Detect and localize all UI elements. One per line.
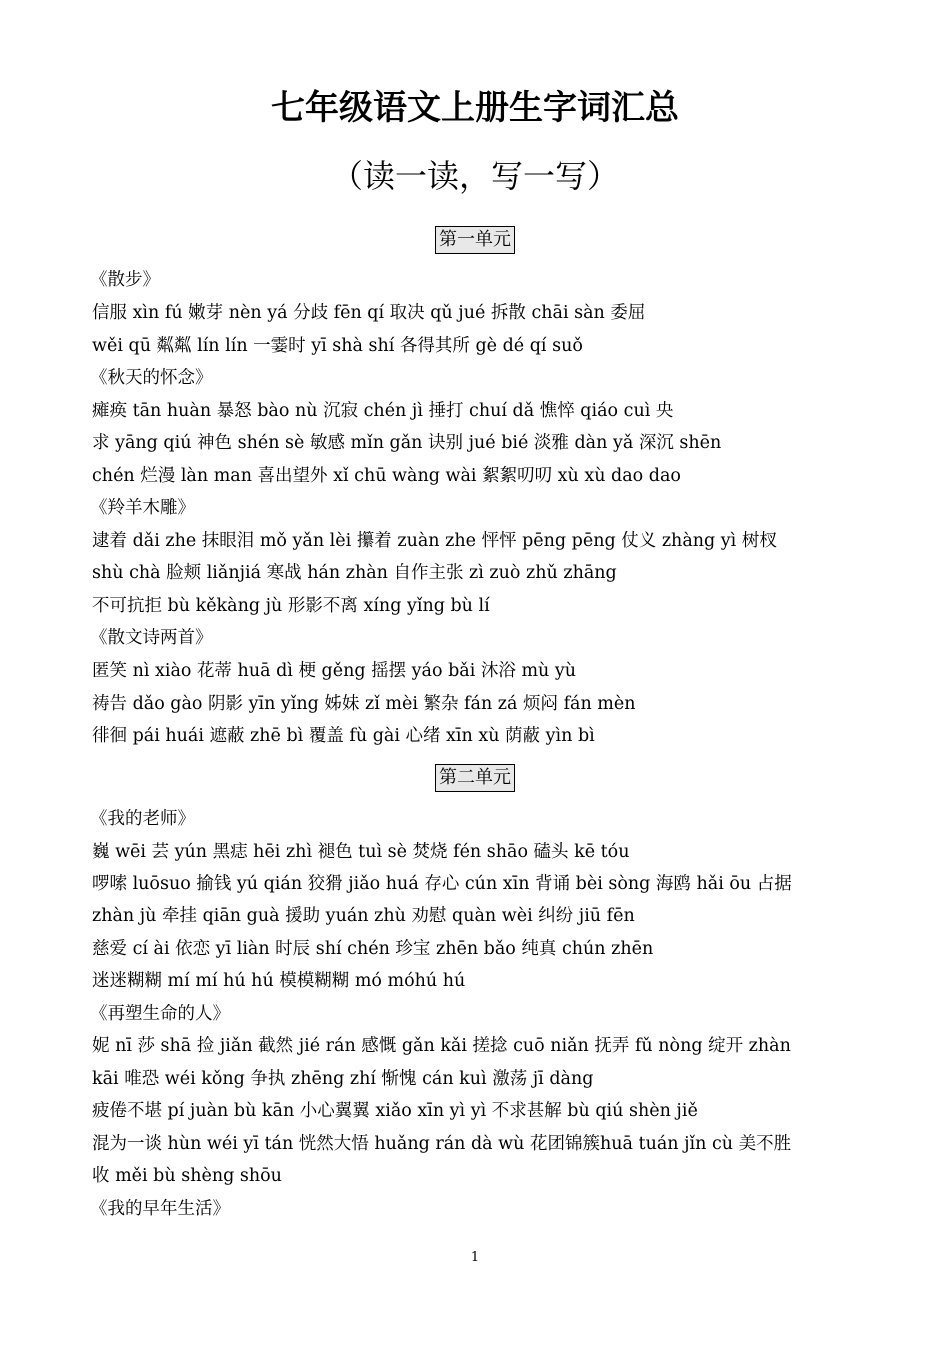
vocab-line: 祷告 dǎo gào 阴影 yīn yǐng 姊妹 zǐ mèi 繁杂 fán zá 烦闷 fán mèn — [92, 694, 636, 714]
vocab-line: 混为一谈 hùn wéi yī tán 恍然大悟 huǎng rán dà wù 花团锦簇huā tuán jǐn cù 美不胜 — [92, 1134, 792, 1154]
unit-label — [0, 764, 950, 792]
lesson-title: 《我的早年生活》 — [90, 1199, 230, 1219]
lesson-title: 《秋天的怀念》 — [90, 368, 213, 388]
vocab-line: 慈爱 cí ài 依恋 yī liàn 时辰 shí chén 珍宝 zhēn bǎo 纯真 chún zhēn — [92, 939, 654, 959]
vocab-line: 不可抗拒 bù kěkàng jù 形影不离 xíng yǐng bù lí — [92, 596, 490, 616]
vocab-line: kāi 唯恐 wéi kǒng 争执 zhēng zhí 惭愧 cán kuì 激荡 jī dàng — [92, 1069, 594, 1089]
vocab-line: chén 烂漫 làn man 喜出望外 xǐ chū wàng wài 絮絮叨叨 xù xù dao dao — [92, 466, 681, 486]
unit-2-label: 第二单元 — [435, 764, 515, 792]
lesson-title: 《散步》 — [90, 270, 160, 290]
vocab-line: shù chà 脸颊 liǎnjiá 寒战 hán zhàn 自作主张 zì zuò zhǔ zhāng — [92, 563, 617, 583]
vocab-line: 疲倦不堪 pí juàn bù kān 小心翼翼 xiǎo xīn yì yì 不求甚解 bù qiú shèn jiě — [92, 1101, 698, 1121]
lesson-title: 《再塑生命的人》 — [90, 1004, 230, 1024]
vocab-line: wěi qū 粼粼 lín lín 一霎时 yī shà shí 各得其所 gè dé qí suǒ — [92, 336, 583, 356]
unit-1-label: 第一单元 — [435, 226, 515, 254]
vocab-line: 瘫痪 tān huàn 暴怒 bào nù 沉寂 chén jì 捶打 chuí dǎ 憔悴 qiáo cuì 央 — [92, 401, 674, 421]
vocab-line: 巍 wēi 芸 yún 黑痣 hēi zhì 褪色 tuì sè 焚烧 fén shāo 磕头 kē tóu — [92, 842, 630, 862]
vocab-line: 匿笑 nì xiào 花蒂 huā dì 梗 gěng 摇摆 yáo bǎi 沐浴 mù yù — [92, 661, 577, 681]
vocab-line: 啰嗦 luōsuo 揄钱 yú qián 狡猾 jiǎo huá 存心 cún xīn 背诵 bèi sòng 海鸥 hǎi ōu 占据 — [92, 874, 792, 894]
document-title: 七年级语文上册生字词汇总 — [271, 88, 679, 128]
vocab-line: zhàn jù 牵挂 qiān guà 援助 yuán zhù 劝慰 quàn wèi 纠纷 jiū fēn — [92, 906, 635, 926]
lesson-title: 《羚羊木雕》 — [90, 498, 195, 518]
vocab-line: 徘徊 pái huái 遮蔽 zhē bì 覆盖 fù gài 心绪 xīn xù 荫蔽 yìn bì — [92, 726, 595, 746]
lesson-title: 《散文诗两首》 — [90, 628, 213, 648]
unit-label — [0, 226, 950, 254]
lesson-title: 《我的老师》 — [90, 809, 195, 829]
vocab-line: 求 yāng qiú 神色 shén sè 敏感 mǐn gǎn 诀别 jué bié 淡雅 dàn yǎ 深沉 shēn — [92, 433, 722, 453]
vocab-line: 信服 xìn fú 嫩芽 nèn yá 分歧 fēn qí 取决 qǔ jué 拆散 chāi sàn 委屈 — [92, 303, 646, 323]
page-number: 1 — [470, 1250, 480, 1265]
document-subtitle: （读一读，写一写） — [330, 157, 619, 195]
vocab-line: 妮 nī 莎 shā 捡 jiǎn 截然 jié rán 感慨 gǎn kǎi 搓捻 cuō niǎn 抚弄 fǔ nòng 绽开 zhàn — [92, 1036, 791, 1056]
vocab-line: 迷迷糊糊 mí mí hú hú 模模糊糊 mó móhú hú — [92, 971, 466, 991]
vocab-line: 逮着 dǎi zhe 抹眼泪 mǒ yǎn lèi 攥着 zuàn zhe 怦怦 pēng pēng 仗义 zhàng yì 树杈 — [92, 531, 777, 551]
vocab-line: 收 měi bù shèng shōu — [92, 1166, 282, 1186]
